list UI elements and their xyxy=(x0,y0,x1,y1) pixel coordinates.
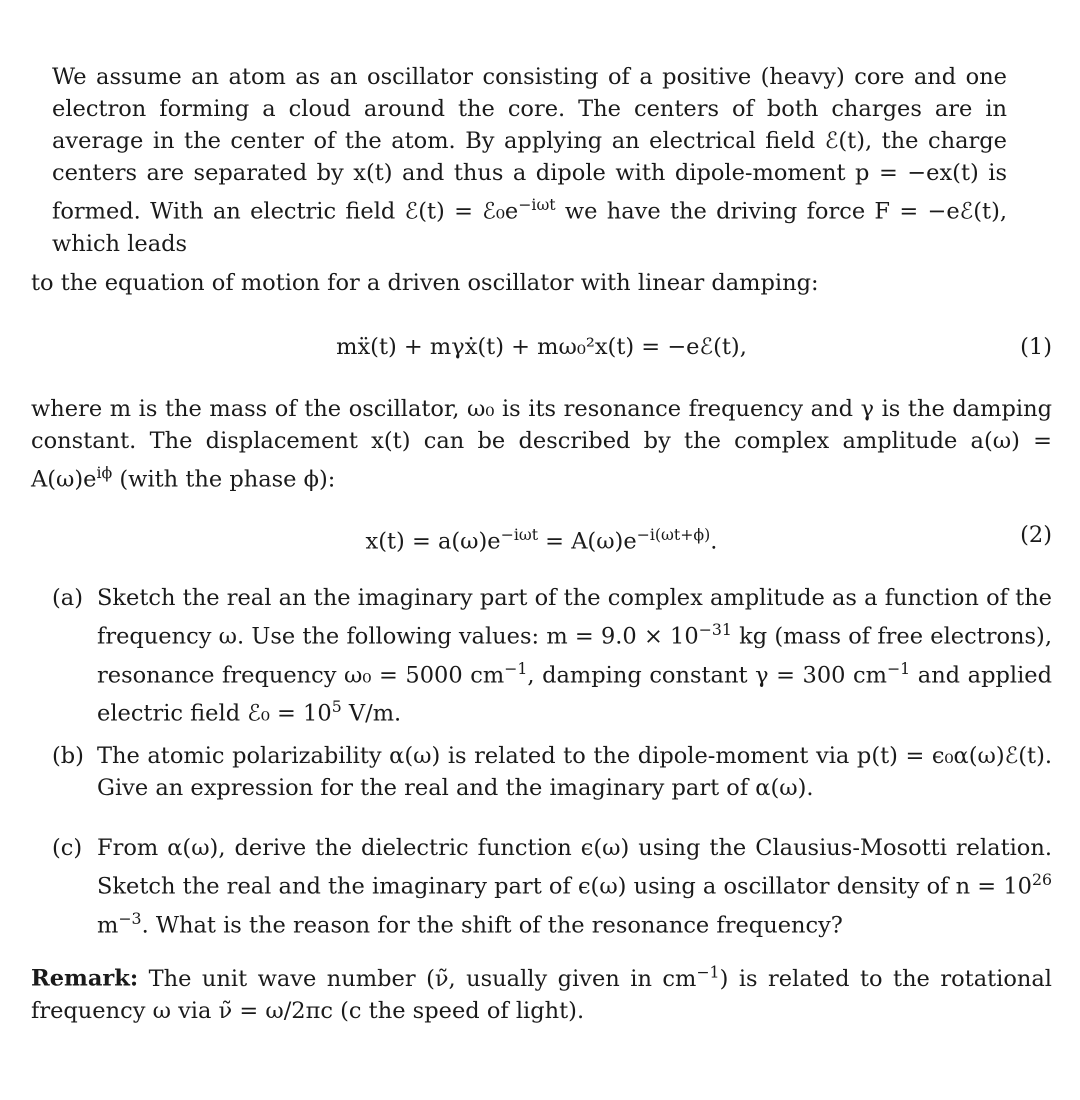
equation-1-expression: mẍ(t) + mγẋ(t) + mω₀²x(t) = −eℰ(t), xyxy=(336,334,747,360)
task-text: From α(ω), derive the dielectric function ϵ(ω) using the Clausius-Mosotti relation. Sketch the real and the imaginary part of ϵ(ω) using a oscillator density of $n = 10^{26}$ $m^{-3}$. What is the reason for the shift of the resonance frequency? xyxy=(97,835,1052,938)
remark-label: Remark: xyxy=(31,965,139,992)
equation-2-number: (2) xyxy=(1020,522,1052,548)
task-item-c xyxy=(52,832,1052,941)
remark-text: The unit wave number (ν̃, usually given in $cm^{-1}$) is related to the rotational frequency ω via ν̃ = ω/2πc (c the speed of light). xyxy=(31,962,1052,1024)
intro-paragraph: We assume an atom as an oscillator consisting of a positive (heavy) core and one electron forming a cloud around the core. The centers of both charges are in average in the center of the atom. By applying an electrical field ℰ(t), the charge centers are separated by x(t) and thus a dipole with dipole-moment p = −ex(t) is formed. With an electric field ℰ(t) = $ℰ_0e^{-i\omega t}$ we have the driving force F = −eℰ(t), which leads xyxy=(52,64,1008,257)
task-text: The atomic polarizability α(ω) is related to the dipole-moment via p(t) = ϵ₀α(ω)ℰ(t). Give an expression for the real and the imaginary part of α(ω). xyxy=(97,743,1052,801)
task-label: (b) xyxy=(52,743,84,769)
paragraph-definitions: where m is the mass of the oscillator, ω₀ is its resonance frequency and γ is the damping constant. The displacement x(t) can be described by the complex amplitude $a(\omega) = A(\omega)e^{i\phi}$ (with the phase ϕ): xyxy=(31,396,1052,493)
equation-2 xyxy=(31,519,1052,553)
task-label: (c) xyxy=(52,835,83,861)
task-text: Sketch the real an the imaginary part of the complex amplitude as a function of the frequency ω. Use the following values: $m = 9.0 \times 10^{-31}$ kg (mass of free electrons), resonance frequency ω₀ = 5000 $cm^{-1}$, damping constant γ = 300 $cm^{-1}$ and applied electric field ℰ₀ = $10^5$ V/m. xyxy=(97,585,1052,727)
equation-1 xyxy=(31,331,1052,365)
task-label: (a) xyxy=(52,585,83,611)
equation-1-number: (1) xyxy=(1020,334,1052,360)
task-item-b xyxy=(52,740,1052,804)
paragraph-equation-lead: to the equation of motion for a driven oscillator with linear damping: xyxy=(31,270,819,296)
remark-paragraph xyxy=(31,956,1052,1027)
equation-2-expression: $x(t) = a(\omega)e^{-i\omega t} = A(\omega)e^{-i(\omega t+\phi)}$. xyxy=(365,525,718,555)
task-item-a xyxy=(52,582,1052,730)
